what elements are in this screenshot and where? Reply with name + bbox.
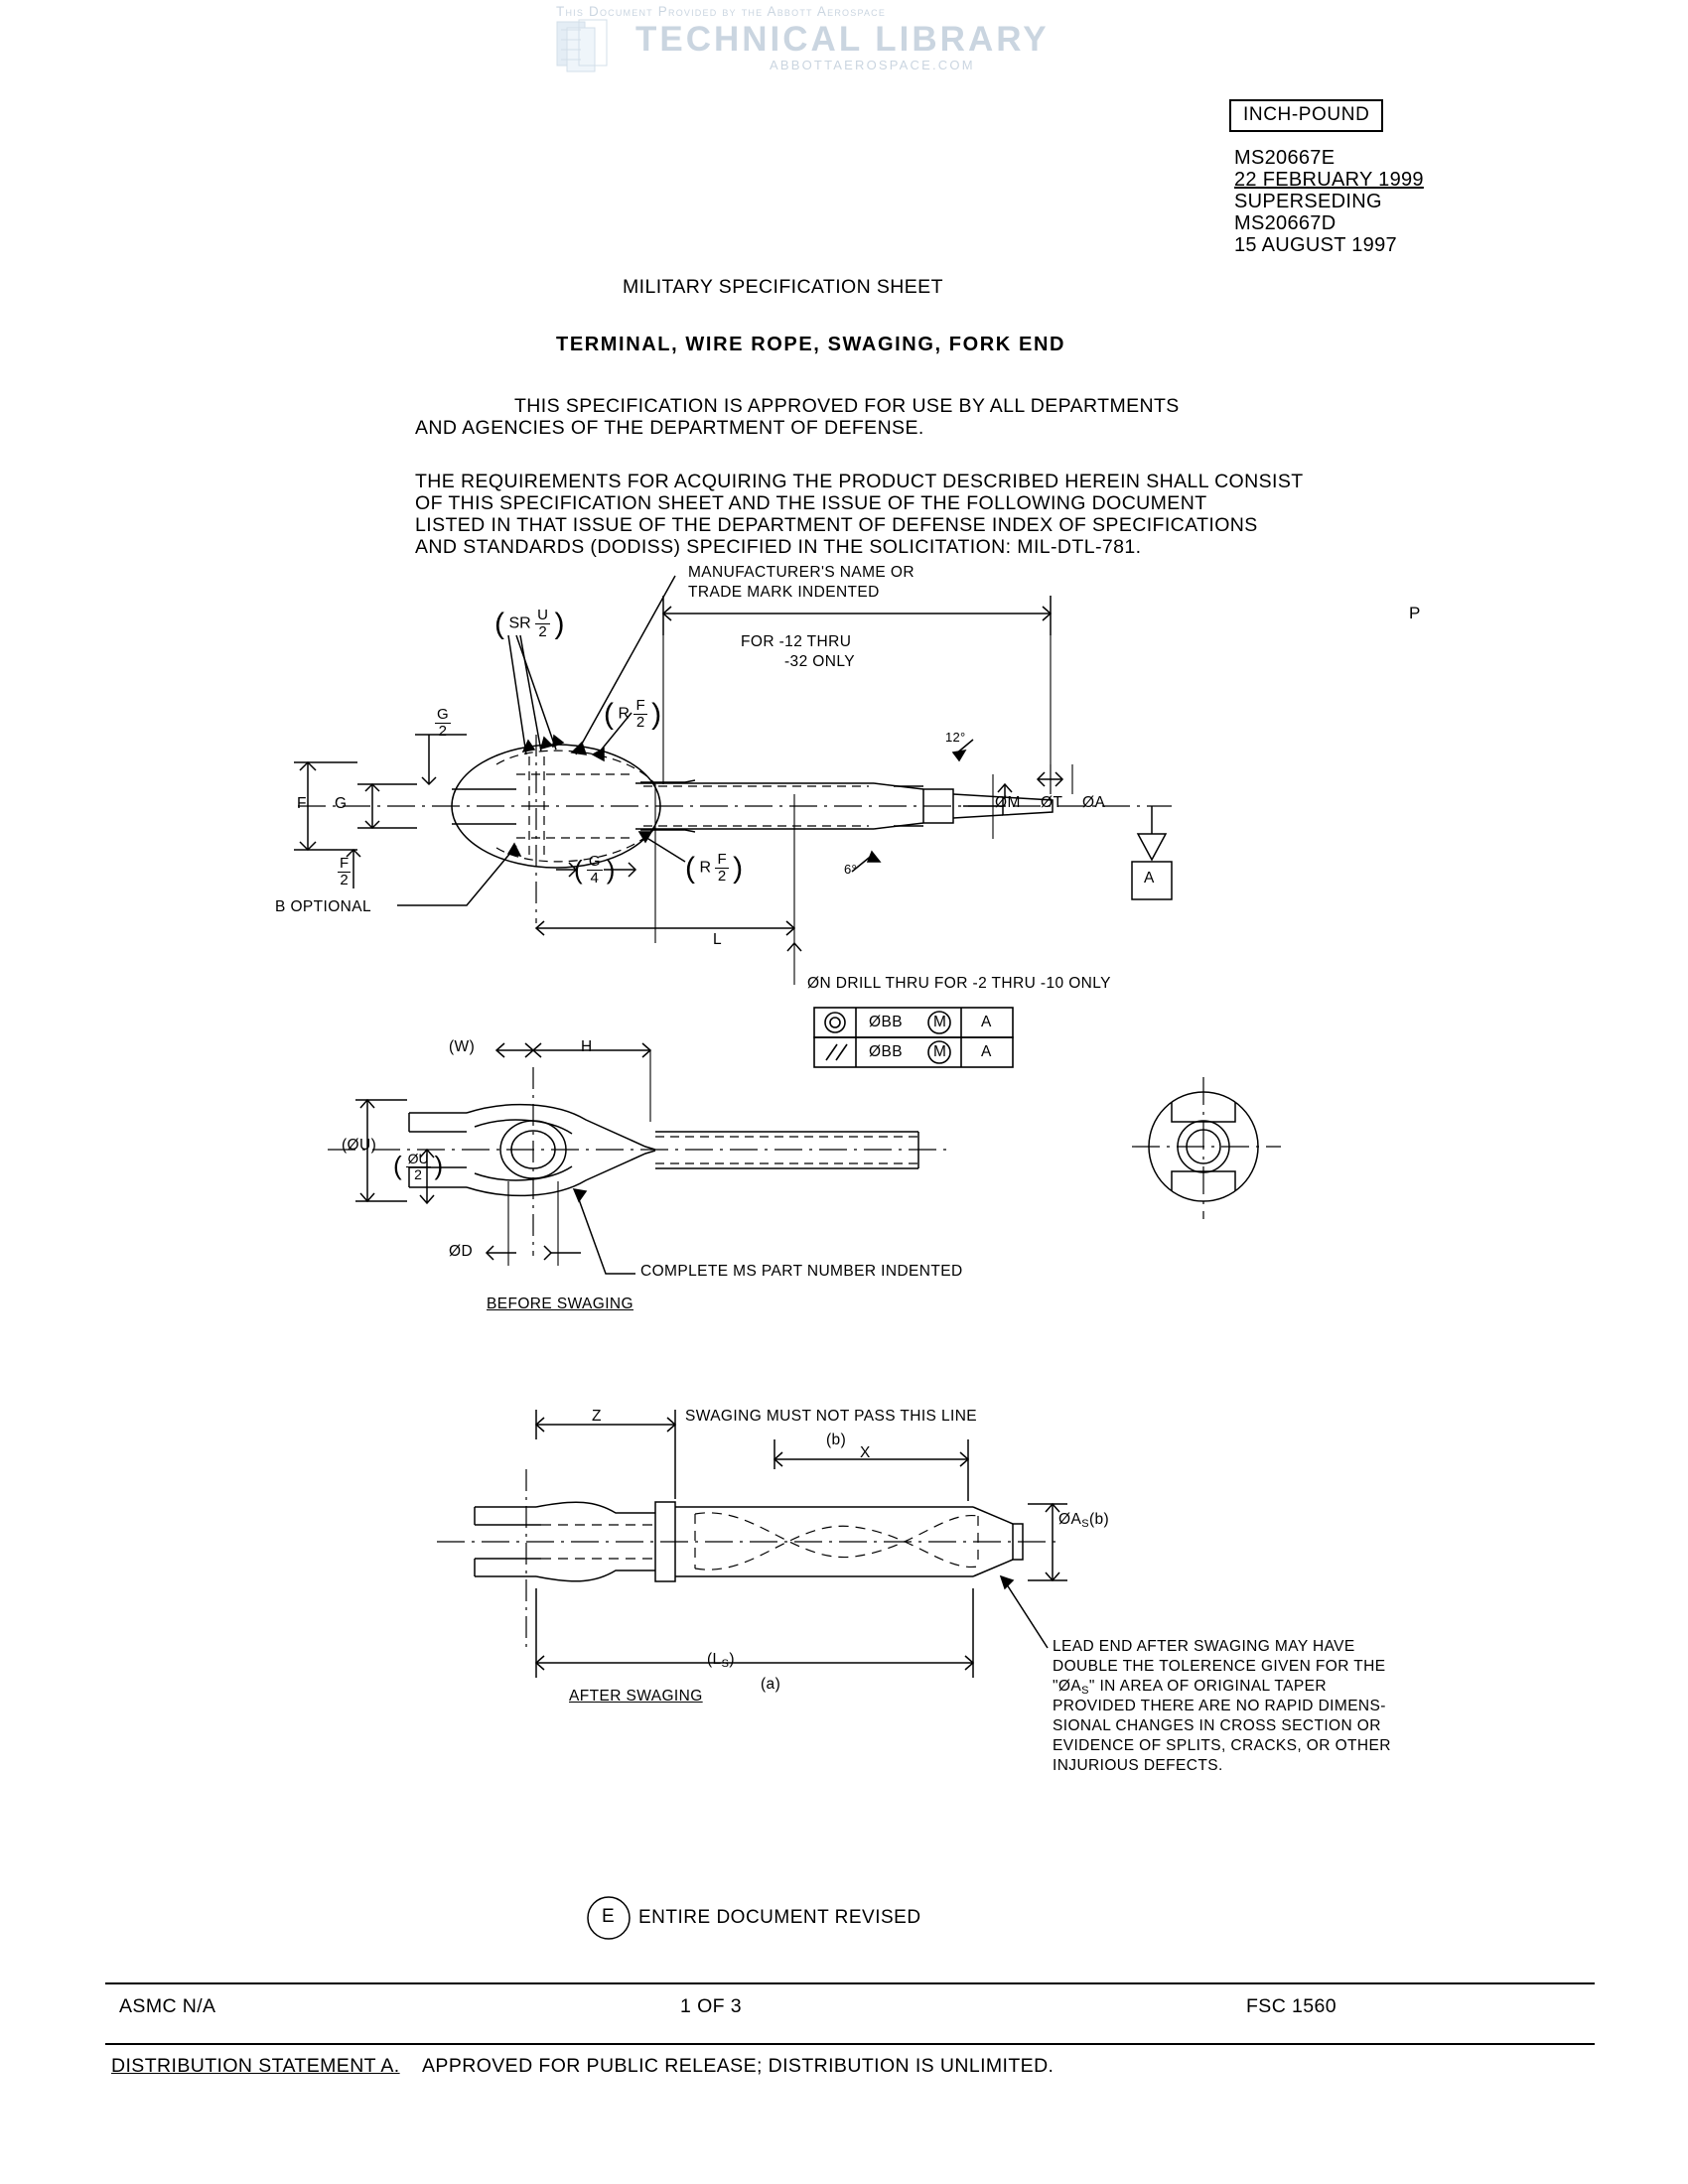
dim-P-label: P <box>1409 604 1421 622</box>
fraction-denominator: 4 <box>590 869 599 887</box>
footer-amsc: ASMC N/A <box>119 1995 216 2017</box>
paren-open: ( <box>685 851 695 885</box>
label-phi-As-subscript: S <box>1081 1518 1089 1530</box>
note-drill: ØN DRILL THRU FOR -2 THRU -10 ONLY <box>807 975 1111 992</box>
caption-before-swaging: BEFORE SWAGING <box>487 1296 633 1312</box>
fraction-F-2 <box>633 698 646 731</box>
label-12-degrees: 12° <box>945 730 966 745</box>
paren-close: ) <box>554 607 565 640</box>
fraction-numerator: F <box>717 851 727 868</box>
dim-L-label: L <box>713 931 723 948</box>
fraction-denominator: 2 <box>538 622 547 640</box>
label-R: R <box>618 705 631 723</box>
fraction-denominator: 2 <box>717 867 727 885</box>
fcf-row-2-datum: A <box>981 1043 992 1060</box>
label-G-over-4 <box>574 854 615 887</box>
paren-close: ) <box>651 697 662 731</box>
page-title: TERMINAL, WIRE ROPE, SWAGING, FORK END <box>556 334 1066 355</box>
requirements-line-4: AND STANDARDS (DODISS) SPECIFIED IN THE SOLICITATION: MIL-DTL-781. <box>415 536 1142 558</box>
fraction-numerator: G <box>588 853 601 870</box>
dim-Z-label: Z <box>592 1408 602 1425</box>
label-phi-As-note: (b) <box>1088 1511 1110 1528</box>
distribution-statement-text: APPROVED FOR PUBLIC RELEASE; DISTRIBUTION IS UNLIMITED. <box>422 2055 1055 2077</box>
lead-note-line2: DOUBLE THE TOLERENCE GIVEN FOR THE <box>1053 1658 1386 1675</box>
document-date: 22 FEBRUARY 1999 <box>1234 169 1424 191</box>
watermark-top-line: This Document Provided by the Abbott Aerospace <box>556 4 887 19</box>
label-phi-T: ØT <box>1041 794 1063 811</box>
dim-X-label: X <box>860 1444 871 1461</box>
label-phi-As-main: ØA <box>1058 1511 1082 1528</box>
label-6-degrees: 6° <box>844 862 858 877</box>
lead-note-line5: SIONAL CHANGES IN CROSS SECTION OR <box>1053 1717 1381 1734</box>
footer-rule-top <box>105 1982 1595 1984</box>
label-R: R <box>699 859 712 877</box>
paren-close: ) <box>606 854 616 885</box>
fraction-denominator: 2 <box>340 871 349 888</box>
fraction-U-2 <box>535 608 550 640</box>
superseded-document-number: MS20667D <box>1234 212 1336 234</box>
dim-Ls-close: ) <box>729 1651 735 1668</box>
footer-page: 1 OF 3 <box>680 1995 743 2017</box>
dim-Ls-open: (L <box>707 1651 722 1668</box>
dim-Ls-note: (a) <box>761 1676 781 1693</box>
document-number: MS20667E <box>1234 147 1336 169</box>
lead-note-line1: LEAD END AFTER SWAGING MAY HAVE <box>1053 1638 1355 1655</box>
lead-note-line7: INJURIOUS DEFECTS. <box>1053 1757 1223 1774</box>
label-G: G <box>335 795 348 812</box>
revision-text: ENTIRE DOCUMENT REVISED <box>638 1907 921 1928</box>
fcf-row-1-datum: A <box>981 1014 992 1030</box>
fraction-denominator: 2 <box>635 713 645 731</box>
revision-letter: E <box>602 1906 615 1927</box>
datum-A-top: A <box>1144 870 1155 887</box>
lead-note-subscript: S <box>1081 1685 1089 1697</box>
paren-open: ( <box>494 607 504 640</box>
callout-manufacturer-line1: MANUFACTURER'S NAME OR <box>688 564 914 581</box>
note-P-line1: FOR -12 THRU <box>741 633 852 650</box>
approval-line-1: THIS SPECIFICATION IS APPROVED FOR USE BY ALL DEPARTMENTS <box>514 395 1180 417</box>
footer-fsc: FSC 1560 <box>1246 1995 1336 2017</box>
fcf-row-1-tolerance: ØBB <box>869 1014 903 1030</box>
footer-rule-bottom <box>105 2043 1595 2045</box>
watermark-url: ABBOTTAEROSPACE.COM <box>770 58 975 72</box>
label-phi-U-over-2 <box>393 1152 443 1181</box>
caption-after-swaging: AFTER SWAGING <box>569 1688 703 1705</box>
watermark-logo-icon <box>551 14 623 73</box>
label-F: F <box>297 795 307 812</box>
dim-Ls-subscript: S <box>721 1658 730 1670</box>
sheet-type: MILITARY SPECIFICATION SHEET <box>623 276 943 298</box>
fraction-G-2 <box>435 707 451 740</box>
label-H: H <box>581 1038 593 1055</box>
label-phi-U: (ØU) <box>342 1137 377 1154</box>
superseded-document-date: 15 AUGUST 1997 <box>1234 234 1397 256</box>
requirements-line-3: LISTED IN THAT ISSUE OF THE DEPARTMENT OF DEFENSE INDEX OF SPECIFICATIONS <box>415 514 1258 536</box>
label-W: (W) <box>449 1038 476 1055</box>
lead-note-line4: PROVIDED THERE ARE NO RAPID DIMENS- <box>1053 1698 1386 1714</box>
label-F-over-2 <box>338 856 351 888</box>
paren-open: ( <box>604 697 614 731</box>
lead-note-line6: EVIDENCE OF SPLITS, CRACKS, OR OTHER <box>1053 1737 1391 1754</box>
fcf-row-2-modifier: M <box>933 1043 947 1060</box>
fraction-numerator: G <box>437 706 449 723</box>
requirements-line-1: THE REQUIREMENTS FOR ACQUIRING THE PRODUCT DESCRIBED HEREIN SHALL CONSIST <box>415 471 1304 492</box>
lead-note-quote-open: "ØA <box>1053 1678 1082 1695</box>
note-swaging-line: SWAGING MUST NOT PASS THIS LINE <box>685 1408 978 1425</box>
fraction-denominator: 2 <box>438 722 447 740</box>
distribution-statement-label: DISTRIBUTION STATEMENT A. <box>111 2055 400 2077</box>
fcf-row-2-tolerance: ØBB <box>869 1043 903 1060</box>
fraction-G-4 <box>587 854 603 887</box>
label-B-optional: B OPTIONAL <box>275 898 372 915</box>
paren-open: ( <box>574 854 583 885</box>
label-G-over-2 <box>435 707 451 740</box>
fcf-row-1-modifier: M <box>933 1014 947 1030</box>
fraction-numerator: F <box>635 697 645 714</box>
label-phi-As <box>1058 1511 1109 1530</box>
fraction-denominator: 2 <box>414 1165 422 1182</box>
lead-note-line3 <box>1053 1678 1327 1697</box>
fraction-numerator: ØU <box>407 1151 429 1166</box>
fraction-phiU-2 <box>406 1152 431 1181</box>
paren-close: ) <box>733 851 744 885</box>
label-phi-A: ØA <box>1082 794 1106 811</box>
watermark-title: TECHNICAL LIBRARY <box>635 20 1050 59</box>
paren-open: ( <box>393 1151 402 1181</box>
note-P-line2: -32 ONLY <box>784 653 855 670</box>
fraction-numerator: U <box>537 607 548 623</box>
callout-manufacturer-line2: TRADE MARK INDENTED <box>688 584 880 601</box>
fraction-numerator: F <box>340 855 350 872</box>
fraction-F-2 <box>338 856 351 888</box>
label-SR-U-over-2 <box>494 608 564 640</box>
paren-close: ) <box>434 1151 444 1181</box>
label-phi-M: ØM <box>995 794 1021 811</box>
label-SR: SR <box>508 614 531 632</box>
label-R-F-over-2-upper <box>604 698 661 731</box>
label-R-F-over-2-lower <box>685 852 743 885</box>
superseding-label: SUPERSEDING <box>1234 191 1382 212</box>
dim-Ls-label <box>707 1651 735 1670</box>
inch-pound-box: INCH-POUND <box>1229 99 1383 132</box>
label-phi-D: ØD <box>449 1243 474 1260</box>
abbott-aerospace-watermark <box>536 0 1152 89</box>
approval-line-2: AND AGENCIES OF THE DEPARTMENT OF DEFENSE. <box>415 417 924 439</box>
fraction-F-2 <box>715 852 728 885</box>
label-note-b-x: (b) <box>826 1432 847 1448</box>
lead-note-rest: " IN AREA OF ORIGINAL TAPER <box>1088 1678 1327 1695</box>
callout-part-number: COMPLETE MS PART NUMBER INDENTED <box>640 1263 963 1280</box>
requirements-line-2: OF THIS SPECIFICATION SHEET AND THE ISSUE OF THE FOLLOWING DOCUMENT <box>415 492 1207 514</box>
